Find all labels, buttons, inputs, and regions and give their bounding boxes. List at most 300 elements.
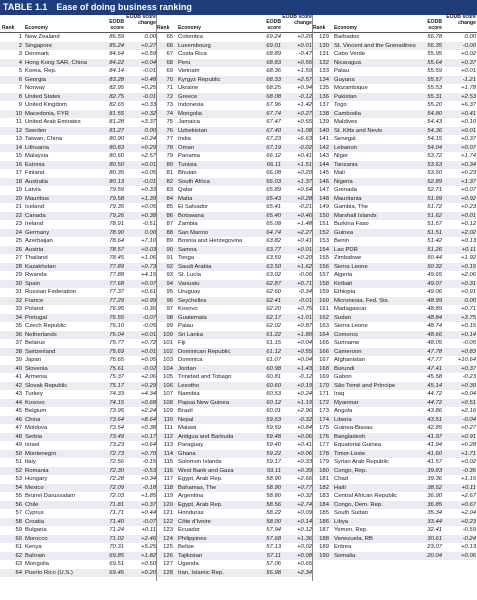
eodb-score-cell: 47.78 (427, 348, 442, 355)
eodb-score-cell: 68.25 (266, 85, 281, 91)
eodb-score-change-cell: +0.72 (141, 340, 156, 346)
eodb-score-cell: 78.64 (109, 238, 124, 244)
rank-cell: 146 (319, 178, 329, 185)
eodb-score-change-cell: +0.38 (141, 425, 156, 431)
eodb-score-cell: 69.46 (109, 569, 124, 576)
rank-cell: 57 (15, 510, 22, 516)
rank-cell: 89 (166, 238, 173, 244)
eodb-score-change-cell: +0.84 (297, 425, 312, 431)
eodb-score-cell: 48.66 (427, 331, 442, 338)
table-row (0, 237, 477, 246)
rank-cell: 35 (15, 323, 22, 329)
eodb-score-change-cell: +0.33 (141, 102, 156, 108)
eodb-score-change-cell: -0.36 (142, 306, 156, 312)
rank-cell: 152 (319, 229, 329, 236)
eodb-score-change-cell: +1.85 (141, 493, 156, 499)
rank-cell: 74 (166, 110, 173, 117)
economy-cell: Belarus (25, 340, 45, 346)
eodb-score-cell: 66.12 (266, 153, 281, 159)
economy-cell: Lebanon (334, 144, 357, 151)
eodb-score-change-cell: +0.37 (461, 59, 476, 66)
economy-cell: Yemen, Rep. (334, 527, 368, 533)
eodb-score-change-cell: +1.71 (461, 450, 476, 457)
economy-cell: Serbia (25, 433, 43, 440)
eodb-score-change-cell: -0.02 (298, 144, 312, 151)
eodb-score-change-cell: +0.19 (297, 382, 312, 389)
table-row (0, 433, 477, 442)
economy-cell: Benin (334, 238, 350, 244)
eodb-score-cell: 67.47 (266, 119, 281, 125)
eodb-score-cell: 20.04 (427, 552, 442, 559)
eodb-score-change-cell: +1.39 (141, 195, 156, 202)
eodb-score-cell: 48.99 (427, 297, 442, 304)
rank-cell: 88 (166, 229, 173, 236)
rank-cell: 73 (166, 102, 173, 108)
economy-cell: Marshall Islands (334, 212, 377, 219)
eodb-score-change-cell: +0.20 (297, 34, 312, 40)
rank-cell: 84 (166, 195, 173, 202)
eodb-score-cell: 76.55 (109, 314, 124, 321)
eodb-score-change-cell: 0.00 (144, 127, 156, 134)
rank-cell: 79 (166, 153, 173, 159)
rank-cell: 38 (15, 348, 22, 355)
eodb-score-cell: 55.31 (427, 93, 442, 100)
eodb-score-change-cell: +0.41 (297, 153, 312, 159)
eodb-score-cell: 51.26 (427, 246, 442, 253)
eodb-score-cell: 86.59 (109, 34, 124, 40)
eodb-score-cell: 68.33 (266, 76, 281, 83)
rank-cell: 158 (319, 280, 329, 287)
table-row (0, 467, 477, 476)
eodb-score-change-cell: -0.53 (142, 467, 156, 474)
economy-cell: Chad (334, 476, 349, 482)
eodb-score-cell: 72.09 (109, 484, 124, 491)
table-row (0, 331, 477, 340)
rank-cell: 135 (319, 85, 329, 91)
eodb-score-change-cell: -0.23 (462, 374, 476, 380)
economy-cell: Senegal (334, 136, 356, 142)
economy-cell: Suriname (334, 340, 360, 346)
economy-cell: Madagascar (334, 306, 367, 312)
rank-cell: 100 (163, 331, 173, 338)
eodb-score-cell: 49.65 (427, 272, 442, 278)
eodb-score-cell: 53.50 (427, 170, 442, 176)
economy-cell: Moldova (25, 425, 48, 431)
rank-cell: 71 (166, 85, 173, 91)
rank-cell: 47 (15, 425, 22, 431)
economy-cell: Haiti (334, 484, 346, 491)
eodb-score-cell: 60.81 (266, 374, 281, 380)
eodb-score-change-cell: +0.71 (297, 280, 312, 287)
economy-cell: Egypt, Arab Rep. (178, 476, 223, 482)
eodb-score-change-cell: +1.19 (297, 399, 312, 406)
economy-cell: Taiwan, China (25, 136, 62, 142)
eodb-score-cell: 58.90 (266, 476, 281, 482)
table-row (0, 450, 477, 459)
eodb-score-cell: 50.44 (427, 255, 442, 261)
eodb-score-cell: 59.63 (266, 416, 281, 423)
eodb-score-cell: 67.74 (266, 110, 281, 117)
economy-cell: Trinidad and Tobago (178, 374, 232, 380)
table-row (0, 441, 477, 450)
eodb-score-cell: 52.89 (427, 178, 442, 185)
rank-cell: 138 (319, 110, 329, 117)
table-row (0, 475, 477, 484)
table-row (0, 407, 477, 416)
eodb-score-change-cell: 0.00 (144, 229, 156, 236)
eodb-score-change-cell: -0.01 (142, 178, 156, 185)
eodb-score-change-cell: -0.34 (298, 289, 312, 295)
eodb-score-change-cell: -0.02 (142, 365, 156, 372)
eodb-score-cell: 36.90 (427, 493, 442, 499)
economy-cell: Estonia (25, 161, 45, 168)
eodb-score-cell: 78.45 (109, 255, 124, 261)
eodb-score-change-cell: -0.18 (142, 484, 156, 491)
table-row (0, 501, 477, 510)
economy-cell: Chile (25, 501, 39, 508)
economy-cell: Antigua and Barbuda (178, 433, 234, 440)
rank-cell: 32 (15, 297, 22, 304)
rank-cell: 29 (15, 272, 22, 278)
eodb-score-change-cell: +0.02 (461, 51, 476, 57)
economy-cell: Ireland (25, 221, 44, 227)
header-rank: Rank (157, 24, 170, 31)
eodb-score-change-cell: -0.12 (298, 93, 312, 100)
table-title-text: Ease of doing business ranking (56, 2, 192, 12)
eodb-score-cell: 63.82 (266, 238, 281, 244)
eodb-score-change-cell: 0.00 (464, 34, 476, 40)
eodb-score-change-cell: +1.82 (141, 552, 156, 559)
eodb-score-change-cell: +1.74 (461, 153, 476, 159)
table-row (0, 246, 477, 255)
eodb-score-cell: 65.08 (266, 221, 281, 227)
eodb-score-cell: 82.95 (109, 85, 124, 91)
table-row (0, 118, 477, 127)
rank-cell: 3 (18, 51, 22, 57)
table-row (0, 203, 477, 212)
rank-cell: 59 (15, 527, 22, 533)
eodb-score-change-cell: +0.20 (297, 255, 312, 261)
economy-cell: Israel (25, 442, 40, 448)
eodb-score-cell: 58.00 (266, 518, 281, 525)
eodb-score-change-cell: +0.87 (297, 323, 312, 329)
rank-cell: 72 (166, 93, 173, 100)
rank-cell: 82 (166, 178, 173, 185)
eodb-score-change-cell: +2.06 (461, 272, 476, 278)
economy-cell: Syrian Arab Republic (334, 459, 390, 465)
eodb-score-cell: 41.57 (427, 459, 442, 465)
eodb-score-cell: 57.13 (266, 544, 281, 550)
eodb-score-change-cell: +2.46 (141, 535, 156, 542)
economy-cell: Solomon Islands (178, 459, 222, 465)
eodb-score-cell: 69.24 (266, 34, 281, 40)
eodb-score-cell: 59.59 (266, 425, 281, 431)
economy-cell: Ecuador (178, 527, 200, 533)
economy-cell: Czech Republic (25, 323, 67, 329)
rank-cell: 34 (15, 314, 22, 321)
rank-cell: 58 (15, 518, 22, 525)
economy-cell: Brazil (178, 408, 193, 414)
rank-cell: 46 (15, 416, 22, 423)
economy-cell: Kyrgyz Republic (178, 76, 221, 83)
economy-cell: Côte d'Ivoire (178, 518, 211, 525)
economy-cell: India (178, 136, 191, 142)
eodb-score-cell: 81.27 (109, 127, 124, 134)
eodb-score-change-cell: +0.17 (141, 433, 156, 440)
eodb-score-change-cell: +0.34 (141, 476, 156, 482)
rank-cell: 81 (166, 170, 173, 176)
economy-cell: Uruguay (178, 289, 201, 295)
eodb-score-cell: 77.89 (109, 263, 124, 270)
eodb-score-cell: 72.73 (109, 450, 124, 457)
economy-cell: Hungary (25, 476, 48, 482)
eodb-score-change-cell: +0.10 (461, 119, 476, 125)
header-rank: Rank (2, 24, 15, 31)
economy-cell: Portugal (25, 314, 47, 321)
economy-cell: San Marino (178, 229, 209, 236)
economy-cell: St. Lucia (178, 272, 201, 278)
economy-cell: United States (25, 93, 61, 100)
table-row (0, 390, 477, 399)
eodb-score-change-cell: +1.78 (461, 85, 476, 91)
rank-cell: 145 (319, 170, 329, 176)
economy-cell: Greece (178, 93, 198, 100)
rank-cell: 141 (319, 136, 329, 142)
table-row (0, 314, 477, 323)
eodb-score-change-cell: -0.24 (462, 535, 476, 542)
economy-cell: Turkey (25, 391, 43, 397)
eodb-score-change-cell: +4.34 (141, 391, 156, 397)
eodb-score-cell: 48.84 (427, 314, 442, 321)
rank-cell: 142 (319, 144, 329, 151)
rank-cell: 60 (15, 535, 22, 542)
economy-cell: Guatemala (178, 314, 207, 321)
eodb-score-cell: 55.57 (427, 76, 442, 83)
economy-cell: Papua New Guinea (178, 399, 230, 406)
rank-cell: 136 (319, 93, 329, 100)
economy-cell: Congo, Rep. (334, 467, 368, 474)
eodb-score-change-cell: +1.43 (297, 365, 312, 372)
eodb-score-change-cell: +0.92 (461, 195, 476, 202)
eodb-score-change-cell: +0.23 (461, 204, 476, 210)
eodb-score-cell: 68.08 (266, 93, 281, 100)
header-eodb-score-change: EODB score change (446, 14, 476, 26)
eodb-score-change-cell: +3.75 (461, 314, 476, 321)
eodb-score-change-cell: +0.20 (297, 170, 312, 176)
rank-cell: 176 (319, 433, 329, 440)
eodb-score-change-cell: +1.06 (141, 255, 156, 261)
eodb-score-change-cell: -0.51 (142, 221, 156, 227)
economy-cell: Burkina Faso (334, 221, 369, 227)
table-title (3, 1, 192, 14)
eodb-score-cell: 81.55 (109, 110, 124, 117)
eodb-score-cell: 57.94 (266, 527, 281, 533)
eodb-score-cell: 75.77 (109, 340, 124, 346)
eodb-score-change-cell: +2.24 (141, 408, 156, 414)
economy-cell: Australia (25, 178, 48, 185)
table-row (0, 59, 477, 68)
eodb-score-cell: 61.12 (266, 348, 281, 355)
table-row (0, 186, 477, 195)
rank-cell: 86 (166, 212, 173, 219)
eodb-score-change-cell: +0.25 (141, 85, 156, 91)
eodb-score-cell: 50.32 (427, 263, 442, 270)
eodb-score-change-cell: +1.59 (297, 68, 312, 74)
eodb-score-cell: 61.22 (266, 331, 281, 338)
eodb-score-cell: 23.07 (427, 544, 442, 550)
table-row (0, 305, 477, 314)
eodb-score-cell: 48.74 (427, 323, 442, 329)
eodb-score-change-cell: +0.23 (461, 518, 476, 525)
rank-cell: 110 (163, 416, 173, 423)
economy-cell: Kosovo (25, 399, 45, 406)
eodb-score-cell: 66.08 (266, 170, 281, 176)
eodb-score-cell: 58.22 (266, 510, 281, 516)
economy-cell: Mozambique (334, 85, 368, 91)
eodb-score-change-cell: +0.38 (141, 212, 156, 219)
rank-cell: 183 (319, 493, 329, 499)
eodb-score-cell: 84.64 (109, 51, 124, 57)
economy-cell: Cameroon (334, 348, 362, 355)
economy-cell: South Sudan (334, 510, 369, 516)
eodb-score-cell: 73.54 (109, 425, 124, 431)
eodb-score-change-cell: +1.08 (297, 127, 312, 134)
eodb-score-cell: 57.68 (266, 535, 281, 542)
eodb-score-cell: 59.22 (266, 450, 281, 457)
rank-cell: 27 (15, 255, 22, 261)
rank-cell: 161 (319, 306, 329, 312)
economy-cell: Bhutan (178, 170, 197, 176)
eodb-score-change-cell: -0.07 (142, 518, 156, 525)
economy-cell: Bosnia and Herzegovina (178, 238, 243, 244)
economy-cell: Palau (178, 323, 194, 329)
eodb-score-cell: 65.43 (266, 195, 281, 202)
eodb-score-change-cell: +4.15 (141, 272, 156, 278)
eodb-score-cell: 53.72 (427, 153, 442, 159)
economy-cell: Cabo Verde (334, 51, 366, 57)
table-row (0, 254, 477, 263)
economy-cell: Luxembourg (178, 42, 211, 49)
table-row (0, 135, 477, 144)
eodb-score-cell: 69.85 (109, 552, 124, 559)
economy-cell: Algeria (334, 272, 353, 278)
rank-cell: 39 (15, 357, 22, 363)
eodb-score-cell: 78.57 (109, 246, 124, 253)
table-row (0, 280, 477, 289)
economy-cell: Mongolia (178, 110, 202, 117)
eodb-score-change-cell: +0.61 (141, 289, 156, 295)
economy-cell: Qatar (178, 187, 193, 193)
header-eodb-score-change: EODB score change (126, 14, 156, 26)
eodb-score-cell: 72.56 (109, 459, 124, 465)
eodb-score-cell: 78.90 (109, 229, 124, 236)
rank-cell: 120 (163, 501, 173, 508)
eodb-score-change-cell: +0.70 (141, 450, 156, 457)
eodb-score-change-cell: +0.30 (461, 382, 476, 389)
eodb-score-cell: 76.95 (109, 306, 124, 312)
eodb-score-change-cell: +0.29 (141, 144, 156, 151)
rank-cell: 189 (319, 544, 329, 550)
eodb-score-cell: 61.15 (266, 340, 281, 346)
eodb-score-change-cell: +0.01 (461, 68, 476, 74)
eodb-score-cell: 35.34 (427, 510, 442, 516)
table-row (0, 322, 477, 331)
rank-cell: 48 (15, 433, 22, 440)
rank-cell: 91 (166, 255, 173, 261)
economy-cell: Mali (334, 170, 345, 176)
economy-cell: Georgia (25, 76, 46, 83)
eodb-score-change-cell: +0.14 (461, 331, 476, 338)
economy-cell: Norway (25, 85, 45, 91)
economy-cell: Palau (334, 68, 350, 74)
economy-cell: Tonga (178, 255, 195, 261)
eodb-score-change-cell: +0.33 (141, 187, 156, 193)
eodb-score-change-cell: +1.80 (297, 331, 312, 338)
rank-cell: 20 (15, 195, 22, 202)
rank-cell: 177 (319, 442, 329, 448)
eodb-score-change-cell: -0.15 (142, 459, 156, 465)
economy-cell: Vietnam (178, 68, 200, 74)
economy-cell: Peru (178, 59, 191, 66)
eodb-score-cell: 62.41 (266, 297, 281, 304)
eodb-score-change-cell: +0.07 (141, 280, 156, 287)
economy-cell: Nicaragua (334, 59, 361, 66)
eodb-score-change-cell: +0.50 (141, 561, 156, 567)
eodb-score-change-cell: +0.75 (297, 306, 312, 312)
economy-cell: Montenegro (25, 450, 57, 457)
rank-cell: 15 (15, 153, 22, 159)
eodb-score-cell: 41.97 (427, 433, 442, 440)
eodb-score-change-cell: +0.33 (297, 459, 312, 465)
eodb-score-cell: 65.40 (266, 212, 281, 219)
economy-cell: Iraq (334, 391, 345, 397)
eodb-score-change-cell: +0.04 (461, 391, 476, 397)
rank-cell: 9 (18, 102, 22, 108)
table-row (0, 526, 477, 535)
eodb-score-cell: 36.85 (427, 501, 442, 508)
rank-cell: 111 (164, 425, 173, 431)
eodb-score-cell: 51.62 (427, 212, 442, 219)
rank-cell: 63 (15, 561, 22, 567)
rank-cell: 87 (166, 221, 173, 227)
header-rank: Rank (313, 24, 326, 31)
rank-cell: 26 (15, 246, 22, 253)
eodb-score-change-cell: -0.00 (462, 42, 476, 49)
eodb-score-change-cell: +0.02 (461, 459, 476, 465)
eodb-score-cell: 77.88 (109, 272, 124, 278)
table-row (0, 212, 477, 221)
eodb-score-change-cell: +0.06 (297, 450, 312, 457)
rank-cell: 50 (15, 450, 22, 457)
rank-cell: 126 (163, 552, 173, 559)
eodb-score-cell: 67.96 (266, 102, 281, 108)
rank-cell: 114 (163, 450, 173, 457)
eodb-score-change-cell: -0.47 (298, 51, 312, 57)
economy-cell: China (25, 416, 41, 423)
economy-cell: Liberia (334, 416, 352, 423)
rank-cell: 186 (319, 518, 329, 525)
eodb-score-change-cell: +0.37 (461, 136, 476, 142)
eodb-score-change-cell: +0.01 (297, 246, 312, 253)
rank-cell: 23 (15, 221, 22, 227)
eodb-score-change-cell: +0.71 (461, 306, 476, 312)
rank-cell: 119 (163, 493, 173, 499)
eodb-score-change-cell: +1.15 (461, 476, 476, 482)
eodb-score-cell: 74.15 (109, 399, 124, 406)
economy-cell: Austria (25, 246, 44, 253)
economy-cell: Sweden (25, 127, 47, 134)
economy-cell: Tajikistan (178, 552, 203, 559)
